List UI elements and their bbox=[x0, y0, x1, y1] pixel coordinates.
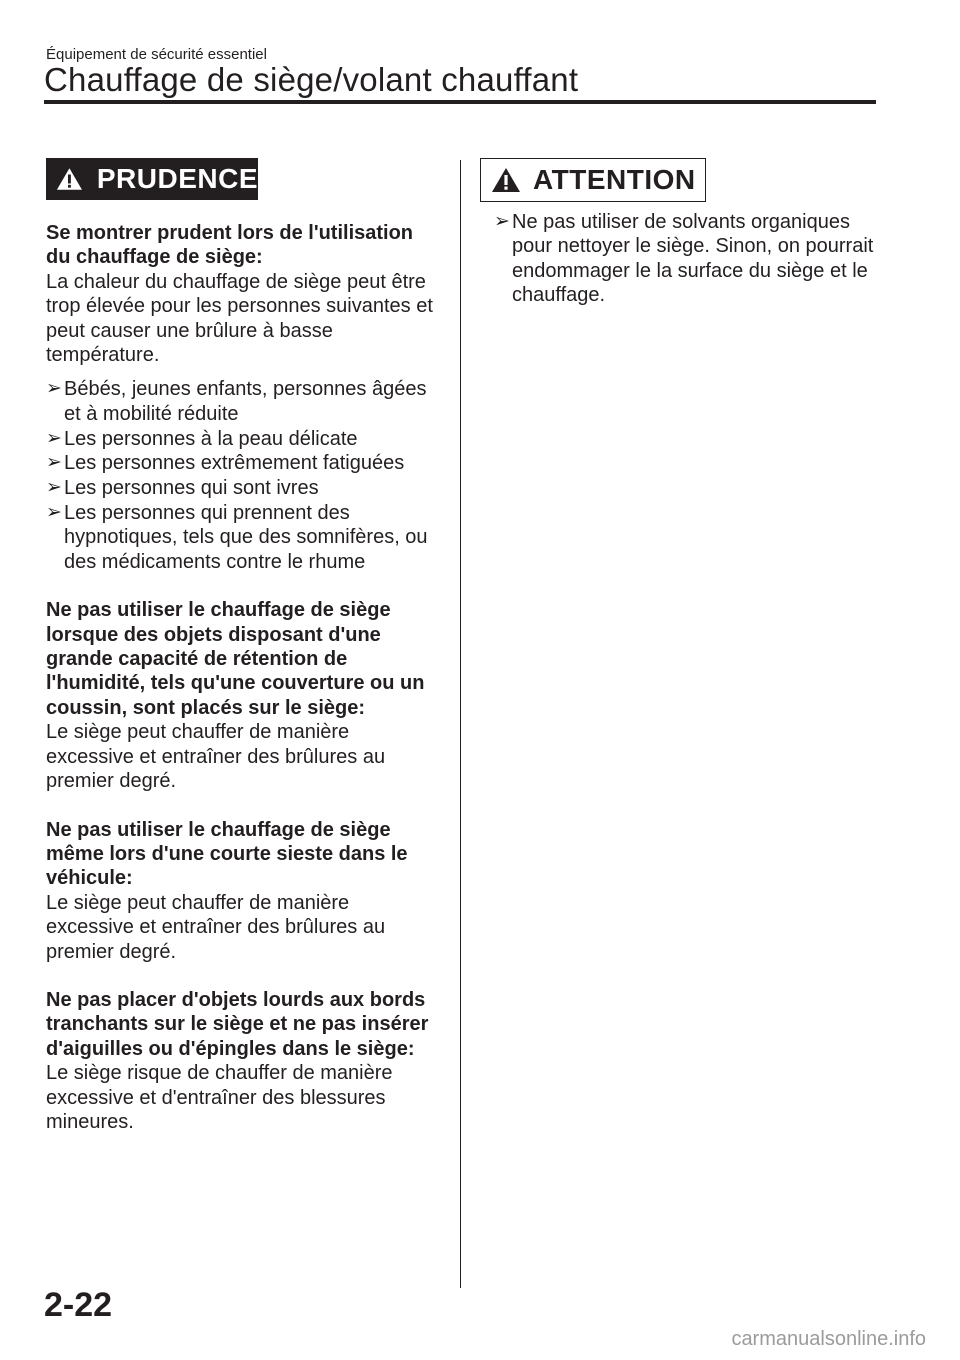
prudence-block-text: Le siège peut chauffer de manière excessive et entraîner des brûlures au premier degré. bbox=[46, 721, 386, 793]
warning-triangle-icon bbox=[56, 166, 83, 192]
header-rule bbox=[44, 100, 876, 104]
arrow-right-icon: ➢ bbox=[46, 378, 62, 400]
attention-content bbox=[494, 210, 884, 332]
prudence-block bbox=[46, 598, 436, 793]
prudence-intro bbox=[46, 221, 436, 367]
prudence-block bbox=[46, 818, 436, 964]
arrow-right-icon: ➢ bbox=[46, 452, 62, 474]
attention-badge bbox=[480, 158, 706, 202]
prudence-block-title: Ne pas utiliser le chauffage de siège lorsque des objets disposant d'une grande capacité de rétention de l'humidité, tels qu'une couverture ou un coussin, sont placés sur le siège: bbox=[46, 599, 425, 719]
page-title: Chauffage de siège/volant chauffant bbox=[44, 61, 579, 98]
prudence-intro-title: Se montrer prudent lors de l'utilisation du chauffage de siège: bbox=[46, 222, 414, 269]
watermark: carmanualsonline.info bbox=[731, 1328, 926, 1350]
arrow-right-icon: ➢ bbox=[494, 211, 510, 232]
warning-triangle-icon bbox=[491, 167, 521, 193]
arrow-right-icon: ➢ bbox=[46, 502, 62, 524]
prudence-badge-label: PRUDENCE bbox=[96, 163, 258, 194]
list-item: ➢ Les personnes à la peau délicate bbox=[46, 427, 358, 450]
page-number: 2-22 bbox=[44, 1286, 113, 1324]
list-item: ➢ Les personnes extrêmement fatiguées bbox=[46, 452, 405, 475]
prudence-block-text: Le siège peut chauffer de manière excessive et entraîner des brûlures au premier degré. bbox=[46, 891, 386, 963]
list-item: ➢ Les personnes qui prennent des hypnotiques, tels que des somnifères, ou des médicaments contre le rhume bbox=[46, 502, 428, 573]
prudence-block-text: Le siège risque de chauffer de manière excessive et d'entraîner des blessures mineures. bbox=[46, 1062, 393, 1133]
arrow-right-icon: ➢ bbox=[46, 477, 62, 499]
attention-badge-label: ATTENTION bbox=[533, 164, 696, 195]
attention-bullet-list bbox=[494, 210, 884, 308]
prudence-content bbox=[46, 221, 436, 1158]
list-item: ➢ Ne pas utiliser de solvants organiques pour nettoyer le siège. Sinon, on pourrait endommager le la surface du siège et le chauffage. bbox=[494, 211, 874, 307]
arrow-right-icon: ➢ bbox=[46, 427, 62, 449]
list-item: ➢ Bébés, jeunes enfants, personnes âgées et à mobilité réduite bbox=[46, 378, 427, 425]
prudence-block bbox=[46, 988, 436, 1134]
prudence-intro-text: La chaleur du chauffage de siège peut être trop élevée pour les personnes suivantes et peut causer une brûlure à basse température. bbox=[46, 270, 433, 367]
header-section-label: Équipement de sécurité essentiel bbox=[46, 46, 267, 63]
prudence-block-title: Ne pas utiliser le chauffage de siège même lors d'une courte sieste dans le véhicule: bbox=[46, 818, 408, 890]
column-divider bbox=[460, 160, 461, 1288]
prudence-badge bbox=[46, 158, 258, 200]
list-item: ➢ Les personnes qui sont ivres bbox=[46, 477, 319, 500]
prudence-block-title: Ne pas placer d'objets lourds aux bords tranchants sur le siège et ne pas insérer d'aiguilles ou d'épingles dans le siège: bbox=[46, 988, 429, 1060]
prudence-bullet-list bbox=[46, 377, 436, 574]
